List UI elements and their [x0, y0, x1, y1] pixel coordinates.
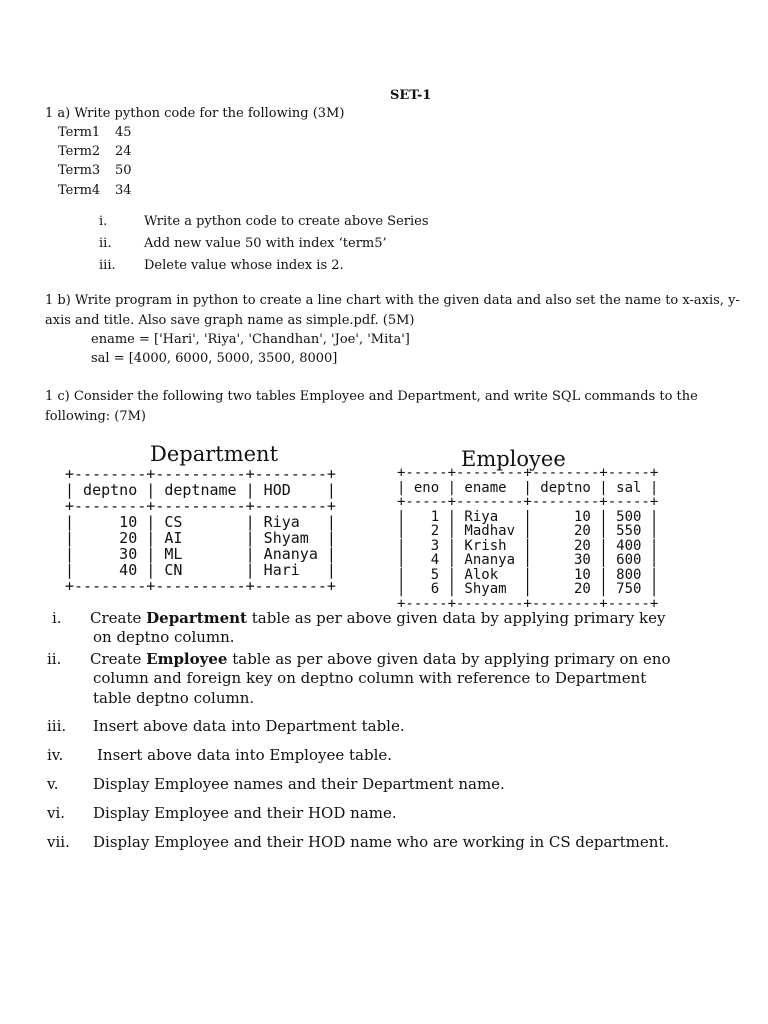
task-text: Write a python code to create above Series — [144, 214, 429, 229]
task-number: iii. — [99, 258, 116, 273]
task-number: i. — [99, 214, 108, 229]
task-number: vii. — [47, 833, 70, 851]
series-value: 34 — [115, 183, 132, 198]
task-text-cont: column and foreign key on deptno column with reference to Department — [93, 669, 647, 687]
task-number: ii. — [99, 236, 112, 251]
series-index: Term4 — [58, 183, 101, 198]
department-table-title: Department — [150, 442, 279, 466]
task-text: Insert above data into Employee table. — [97, 746, 393, 764]
q1a-heading: 1 a) Write python code for the following (3M) — [45, 106, 345, 121]
department-table: +--------+----------+--------+ | deptno | deptname | HOD | +--------+----------+--------+ | 10 | CS | Riya | | 20 | AI | Shyam | | 30 | ML | Ananya | | 40 | CN | Hari | +--------+----------+--------+ — [65, 465, 336, 595]
q1b-code-ename: ename = ['Hari', 'Riya', 'Chandhan', 'Joe', 'Mita'] — [91, 332, 410, 347]
task-text: Insert above data into Department table. — [93, 717, 405, 735]
task-text: Create Department table as per above given data by applying primary key — [90, 609, 666, 627]
series-value: 24 — [115, 144, 132, 159]
task-text: Display Employee and their HOD name who are working in CS department. — [93, 833, 670, 851]
task-text-cont: table deptno column. — [93, 689, 255, 707]
employee-table-title: Employee — [461, 447, 566, 471]
q1b-code-sal: sal = [4000, 6000, 5000, 3500, 8000] — [91, 351, 338, 366]
task-number: iii. — [47, 717, 67, 735]
employee-table: +-----+--------+--------+-----+ | eno | ename | deptno | sal | +-----+--------+--------+-----+ | 1 | Riya | 10 | 500 | | 2 | Madhav | 20 | 550 | | 3 | Krish | 20 | 400 | | 4 | Ananya | 30 | 600 | | 5 | Alok | 10 | 800 | | 6 | Shyam | 20 | 750 | +-----+--------+--------+-----+ — [397, 465, 659, 612]
task-text: Add new value 50 with index ‘term5’ — [144, 236, 387, 251]
task-number: v. — [47, 775, 59, 793]
series-index: Term2 — [58, 144, 101, 159]
series-value: 50 — [115, 163, 132, 178]
series-value: 45 — [115, 125, 132, 140]
task-text: Display Employee and their HOD name. — [93, 804, 397, 822]
task-number: ii. — [47, 650, 62, 668]
series-index: Term1 — [58, 125, 101, 140]
q1c-line-1: 1 c) Consider the following two tables Employee and Department, and write SQL commands to the — [45, 389, 698, 404]
task-text: Create Employee table as per above given data by applying primary on eno — [90, 650, 671, 668]
q1b-line-2: axis and title. Also save graph name as simple.pdf. (5M) — [45, 313, 415, 328]
set-title: SET-1 — [390, 88, 432, 103]
task-number: iv. — [47, 746, 64, 764]
task-text: Display Employee names and their Department name. — [93, 775, 505, 793]
task-text-cont: on deptno column. — [93, 628, 235, 646]
series-index: Term3 — [58, 163, 101, 178]
task-number: i. — [52, 609, 62, 627]
task-text: Delete value whose index is 2. — [144, 258, 344, 273]
q1b-line-1: 1 b) Write program in python to create a line chart with the given data and also set the name to x-axis, y- — [45, 293, 740, 308]
task-number: vi. — [47, 804, 66, 822]
q1c-line-2: following: (7M) — [45, 409, 146, 424]
